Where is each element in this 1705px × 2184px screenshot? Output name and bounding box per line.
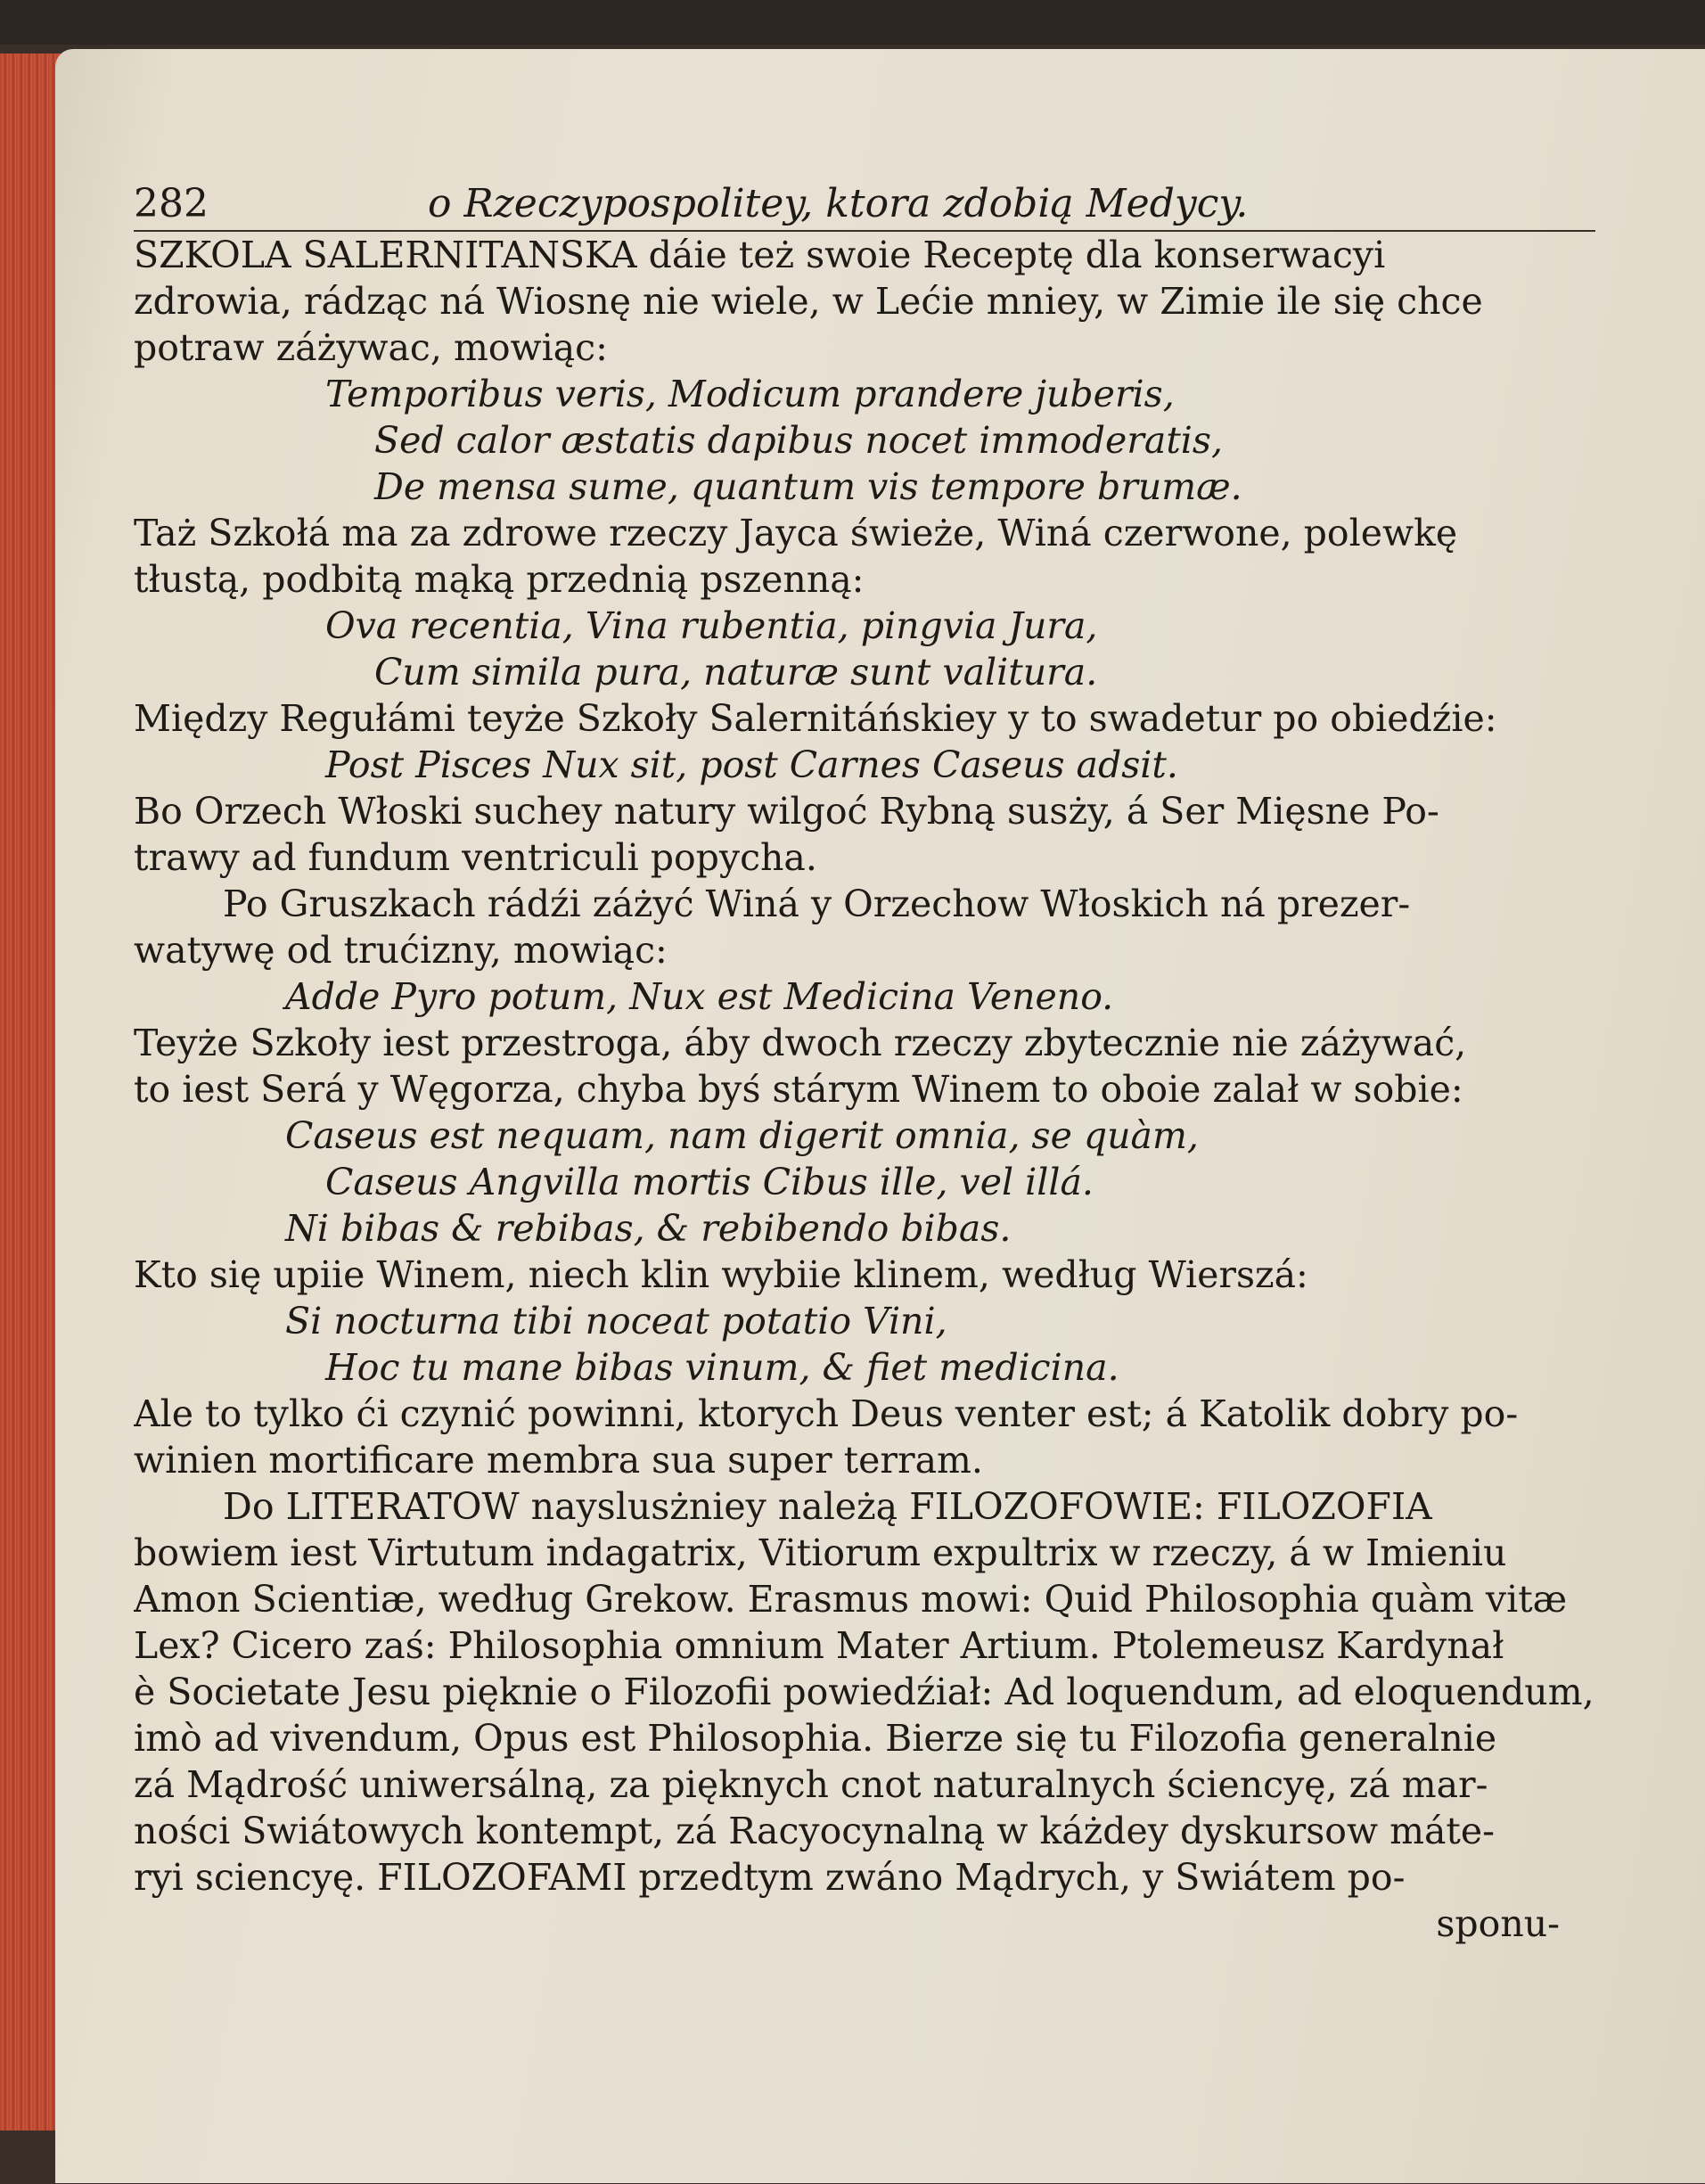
text-line: Caseus est nequam, nam digerit omnia, se quàm, — [285, 1114, 1199, 1157]
page-text-block — [134, 178, 1595, 1947]
text-line: watywę od trućizny, mowiąc: — [134, 929, 668, 972]
text-line: ryi sciencyę. FILOZOFAMI przedtym zwáno Mądrych, y Swiátem po- — [134, 1856, 1406, 1899]
text-line: ności Swiátowych kontempt, zá Racyocynalną w káżdey dyskursow máte- — [134, 1810, 1496, 1852]
text-line: è Societate Jesu pięknie o Filozofii powiedźiał: Ad loquendum, ad eloquendum, — [134, 1671, 1594, 1713]
text-line: winien mortificare membra sua super terram. — [134, 1439, 983, 1482]
text-line: Po Gruszkach rádźi záżyć Winá y Orzechow Włoskich ná prezer- — [223, 883, 1411, 925]
text-line: Si nocturna tibi noceat potatio Vini, — [285, 1300, 947, 1342]
text-line: Taż Szkołá ma za zdrowe rzeczy Jayca świeże, Winá czerwone, polewkę — [134, 512, 1458, 554]
text-line: Temporibus veris, Modicum prandere juberis, — [325, 373, 1175, 415]
text-line: Kto się upiie Winem, niech klin wybiie klinem, według Wierszá: — [134, 1253, 1308, 1296]
text-line: imò ad vivendum, Opus est Philosophia. Bierze się tu Filozofia generalnie — [134, 1717, 1497, 1760]
text-line: to iest Será y Węgorza, chyba byś stárym Winem to oboie zalał w sobie: — [134, 1068, 1463, 1111]
text-line: Adde Pyro potum, Nux est Medicina Veneno. — [285, 975, 1114, 1018]
running-header — [134, 178, 1595, 232]
text-line: Lex? Cicero zaś: Philosophia omnium Mater Artium. Ptolemeusz Kardynał — [134, 1624, 1504, 1667]
text-line: Bo Orzech Włoski suchey natury wilgoć Rybną susży, á Ser Mięsne Po- — [134, 790, 1439, 833]
text-line: zdrowia, rádząc ná Wiosnę nie wiele, w Lećie mniey, w Zimie ile się chce — [134, 280, 1483, 323]
text-line: Sed calor æstatis dapibus nocet immoderatis, — [374, 419, 1223, 462]
page-number: 282 — [134, 181, 209, 226]
text-line: De mensa sume, quantum vis tempore brumæ. — [374, 465, 1242, 508]
text-line: potraw záżywac, mowiąc: — [134, 326, 608, 369]
text-line: zá Mądrość uniwersálną, za pięknych cnot naturalnych ściencyę, zá mar- — [134, 1763, 1488, 1806]
catchword: sponu- — [1436, 1902, 1560, 1945]
text-line: Hoc tu mane bibas vinum, & fiet medicina. — [325, 1346, 1119, 1389]
text-line: Ale to tylko ći czynić powinni, ktorych Deus venter est; á Katolik dobry po- — [134, 1392, 1519, 1435]
running-head: o Rzeczypospolitey, ktora zdobią Medycy. — [428, 181, 1249, 226]
text-line: SZKOLA SALERNITANSKA dáie też swoie Receptę dla konserwacyi — [134, 234, 1386, 276]
text-line: Ova recentia, Vina rubentia, pingvia Jura, — [325, 604, 1098, 647]
text-line: Amon Scientiæ, według Grekow. Erasmus mowi: Quid Philosophia quàm vitæ — [134, 1578, 1568, 1621]
text-line: Do LITERATOW nayslusżniey należą FILOZOFOWIE: FILOZOFIA — [223, 1485, 1432, 1528]
text-line: Między Regułámi teyże Szkoły Salernitáńskiey y to swadetur po obiedźie: — [134, 697, 1497, 740]
text-line: Caseus Angvilla mortis Cibus ille, vel illá. — [325, 1161, 1094, 1203]
text-lines — [134, 232, 1595, 1901]
text-line: Teyże Szkoły iest przestroga, áby dwoch rzeczy zbytecznie nie záżywać, — [134, 1022, 1467, 1064]
text-line: tłustą, podbitą mąką przednią pszenną: — [134, 558, 865, 601]
text-line: bowiem iest Virtutum indagatrix, Vitiorum expultrix w rzeczy, á w Imieniu — [134, 1531, 1507, 1574]
text-line: Cum simila pura, naturæ sunt valitura. — [374, 651, 1098, 694]
text-line: trawy ad fundum ventriculi popycha. — [134, 836, 817, 879]
text-line: Ni bibas & rebibas, & rebibendo bibas. — [285, 1207, 1012, 1250]
text-line: Post Pisces Nux sit, post Carnes Caseus adsit. — [325, 743, 1178, 786]
